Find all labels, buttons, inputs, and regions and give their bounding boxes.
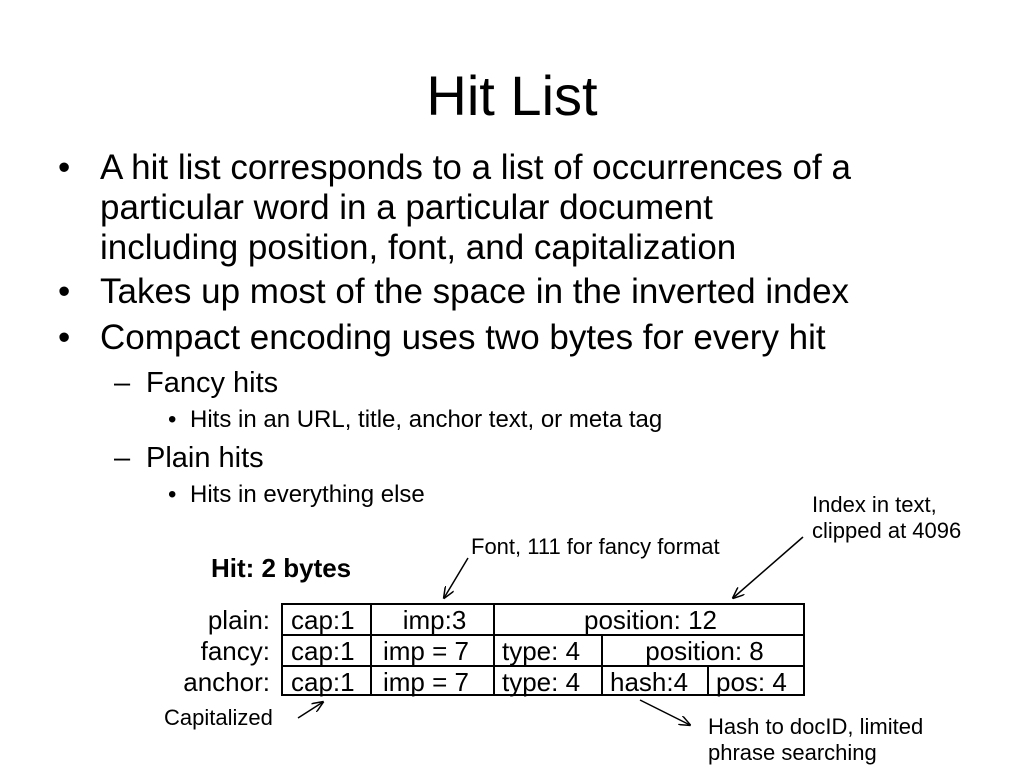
figure-title: Hit: 2 bytes (211, 553, 352, 583)
cell-fancy-cap: cap:1 (291, 636, 355, 666)
annotation-font: Font, 111 for fancy format (471, 534, 720, 559)
detail-text: Hits in an URL, title, anchor text, or meta tag (190, 406, 663, 433)
dash-marker: – (114, 442, 131, 474)
annotation-line: Index in text, (812, 492, 937, 517)
subitem-text: Fancy hits (146, 367, 279, 399)
cell-plain-position: position: 12 (584, 605, 717, 635)
arrow-capitalized (298, 702, 323, 718)
page-title: Hit List (426, 64, 598, 127)
dash-marker: – (114, 367, 131, 399)
arrow-index (733, 537, 803, 598)
cell-plain-cap: cap:1 (291, 605, 355, 635)
bullet-marker: • (168, 481, 177, 508)
bullet-line: A hit list corresponds to a list of occurrences of a (100, 148, 851, 187)
annotation-line: Hash to docID, limited (708, 714, 924, 739)
bullet-marker: • (58, 272, 71, 311)
cell-fancy-type: type: 4 (502, 636, 581, 666)
annotation-capitalized: Capitalized (164, 705, 273, 730)
cell-plain-imp: imp:3 (402, 605, 467, 635)
row-label-anchor: anchor: (183, 667, 270, 697)
cell-anchor-cap: cap:1 (291, 667, 355, 697)
cell-fancy-position: position: 8 (645, 636, 764, 666)
cell-fancy-imp: imp = 7 (383, 636, 469, 666)
row-label-plain: plain: (207, 605, 270, 635)
bullet-marker: • (168, 406, 177, 433)
bullet-marker: • (58, 318, 71, 357)
bullet-line: including position, font, and capitalization (100, 228, 737, 267)
bullet-text: Takes up most of the space in the inverted index (100, 272, 850, 311)
arrow-font (444, 558, 468, 598)
subitem-text: Plain hits (146, 442, 264, 474)
annotation-line: clipped at 4096 (812, 518, 962, 543)
detail-text: Hits in everything else (190, 481, 425, 508)
cell-anchor-hash: hash:4 (610, 667, 689, 697)
cell-anchor-type: type: 4 (502, 667, 581, 697)
bullet-text: Compact encoding uses two bytes for every hit (100, 318, 826, 357)
bullet-line: particular word in a particular document (100, 188, 713, 227)
row-label-fancy: fancy: (200, 636, 270, 666)
cell-anchor-imp: imp = 7 (383, 667, 469, 697)
cell-anchor-pos: pos: 4 (716, 667, 787, 697)
bullet-marker: • (58, 148, 71, 187)
annotation-line: phrase searching (708, 740, 877, 765)
arrow-hash (640, 700, 690, 725)
